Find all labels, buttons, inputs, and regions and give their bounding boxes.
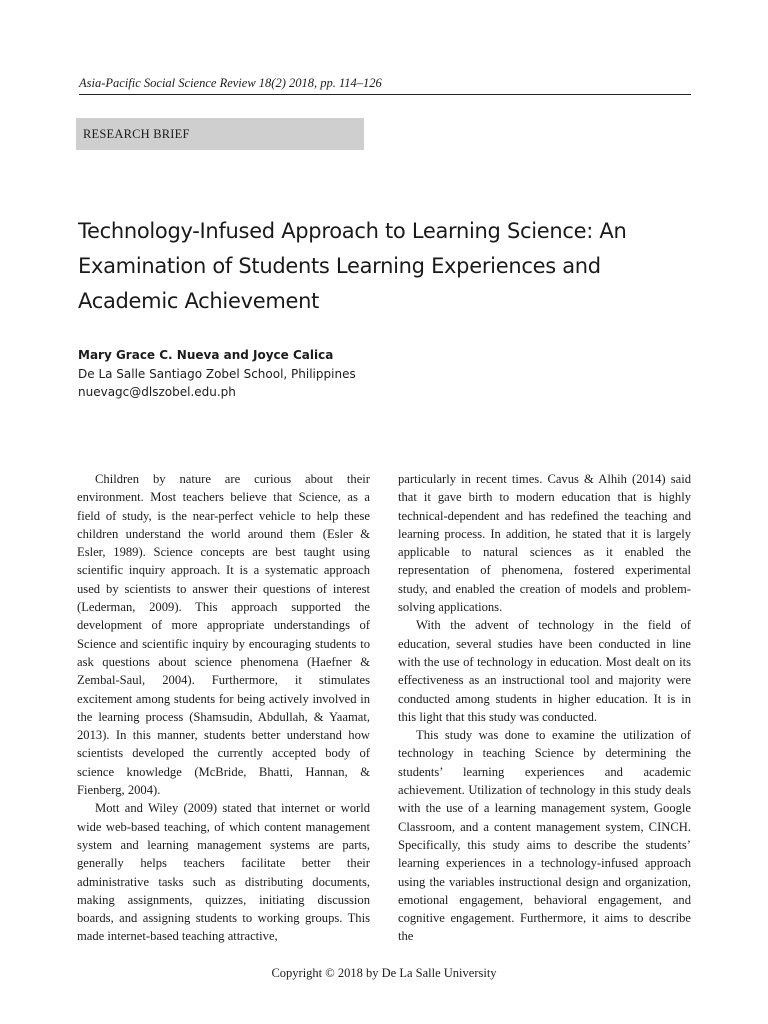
body-paragraph: With the advent of technology in the field of education, several studies have been conducted in line with the use of technology in education. Most dealt on its effectiveness as an instructional tool and majority were conducted among students in higher education. It is in this light that this study was conducted. [398, 618, 691, 724]
body-column-right [398, 470, 691, 946]
author-affiliation: De La Salle Santiago Zobel School, Philippines [78, 366, 356, 381]
section-tag: RESEARCH BRIEF [76, 118, 364, 150]
body-paragraph: Mott and Wiley (2009) stated that internet or world wide web-based teaching, of which content management system and learning management systems are parts, generally helps teachers facilitate better their administrative tasks such as distributing documents, making assignments, quizzes, initiating discussion boards, and assigning students to working groups. This made internet-based teaching attractive, [77, 801, 370, 944]
copyright-footer: Copyright © 2018 by De La Salle University [271, 966, 497, 980]
body-column-left [77, 470, 370, 946]
body-paragraph: This study was done to examine the utilization of technology in teaching Science by determining the students’ learning experiences and academic achievement. Utilization of technology in this study deals with the use of a learning management system, Google Classroom, and a content management system, CINCH. Specifically, this study aims to describe the students’ learning experiences in a technology-infused approach using the variables instructional design and organization, emotional engagement, behavioral engagement, and cognitive engagement. Furthermore, it aims to describe the [398, 728, 691, 944]
running-head: Asia-Pacific Social Science Review 18(2) 2018, pp. 114–126 [79, 76, 691, 95]
author-block [78, 346, 578, 402]
paper-title: Technology-Infused Approach to Learning Science: An Examination of Students Learning Experiences and Academic Achievement [78, 219, 627, 313]
body-paragraph: Children by nature are curious about their environment. Most teachers believe that Science, as a field of study, is the near-perfect vehicle to help these children understand the world around them (Esler & Esler, 1989). Science concepts are best taught using scientific inquiry approach. It is a systematic approach used by scientists to answer their questions of interest (Lederman, 2009). This approach supported the development of more appropriate understandings of Science and scientific inquiry by encouraging students to ask questions about science phenomena (Haefner & Zembal-Saul, 2004). Furthermore, it stimulates excitement among students for being actively involved in the learning process (Shamsudin, Abdullah, & Yaamat, 2013). In this manner, students better understand how scientists developed the currently accepted body of science knowledge (McBride, Bhatti, Hannan, & Fienberg, 2004). [77, 472, 370, 798]
body-paragraph-continued: particularly in recent times. Cavus & Alhih (2014) said that it gave birth to modern education that is highly technical-dependent and has redefined the teaching and learning process. In addition, he stated that it is largely applicable to natural sciences as it enabled the representation of phenomena, fostered experimental study, and enabled the creation of models and problem-solving applications. [398, 472, 691, 615]
author-names: Mary Grace C. Nueva and Joyce Calica [78, 348, 334, 362]
author-email[interactable]: nuevagc@dlszobel.edu.ph [78, 385, 236, 399]
